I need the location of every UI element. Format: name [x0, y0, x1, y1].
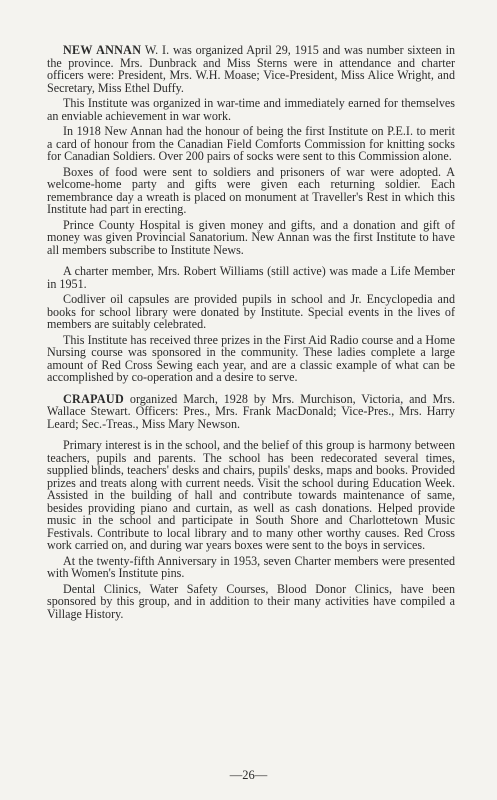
new-annan-heading: NEW ANNAN [63, 43, 142, 57]
crapaud-paragraph-2: Primary interest is in the school, and the belief of this group is harmony between teachers, pupils and parents. The school has been redecorated several times, supplied blinds, teachers' desks and chairs, pupils' desks, maps and books. Provided prizes and treats along with current needs. Visit the school during Education Week. Assisted in the building of hall and contribute towards maintenance of same, besides providing piano and curtain, as well as cash donations. Helped provide music in the school and participate in South Shore and Charlottetown Music Festivals. Contribute to local library and to many other worthy causes. Red Cross work carried on, and during war years boxes were sent to the boys in services. [47, 438, 455, 552]
crapaud-heading: CRAPAUD [63, 391, 124, 406]
new-annan-intro-text: W. I. was organized April 29, 1915 and was number sixteen in the province. Mrs. Dunbrack and Miss Sterns were in attendance and charter officers were: President, Mrs. W.H. Moase; Vice-President, Miss Alice Wright, and Secretary, Miss Ethel Duffy. [47, 43, 455, 95]
document-page [47, 44, 455, 623]
new-annan-intro-paragraph [47, 44, 455, 94]
page-number: —26— [229, 768, 268, 782]
crapaud-intro-paragraph [47, 393, 455, 431]
new-annan-paragraph-4: Boxes of food were sent to soldiers and prisoners of war were adopted. A welcome-home party and gifts were given each returning soldier. Each remembrance day a wreath is placed on monument at Traveller's Rest in which this Institute had part in erecting. [47, 164, 455, 216]
new-annan-paragraph-8: This Institute has received three prizes in the First Aid Radio course and a Home Nursing course was sponsored in the community. These ladies complete a large amount of Red Cross Sewing each year, and are a classic example of what can be accomplished by co-operation and a desire to serve. [47, 332, 455, 384]
new-annan-paragraph-7: Codliver oil capsules are provided pupils in school and Jr. Encyclopedia and books for school library were donated by Institute. Special events in the lives of members are suitably celebrated. [47, 292, 455, 331]
new-annan-paragraph-3: In 1918 New Annan had the honour of being the first Institute on P.E.I. to merit a card of honour from the Canadian Field Comforts Commission for knitting socks for Canadian Soldiers. Over 200 pairs of socks were sent to this Commission alone. [47, 124, 455, 163]
new-annan-paragraph-2: This Institute was organized in war-time and immediately earned for themselves an enviable achievement in war work. [47, 96, 455, 123]
crapaud-intro-text: organized March, 1928 by Mrs. Murchison, Victoria, and Mrs. Wallace Stewart. Officers: Pres., Mrs. Frank MacDonald; Vice-Pres., Mrs. Harry Leard; Sec.-Treas., Miss Mary Newson. [47, 391, 455, 431]
new-annan-paragraph-6: A charter member, Mrs. Robert Williams (still active) was made a Life Member in 1951. [47, 264, 455, 291]
crapaud-paragraph-4: Dental Clinics, Water Safety Courses, Blood Donor Clinics, have been sponsored by this group, and in addition to their many activities have compiled a Village History. [47, 581, 455, 621]
crapaud-paragraph-3: At the twenty-fifth Anniversary in 1953, seven Charter members were presented with Women's Institute pins. [47, 553, 455, 580]
new-annan-paragraph-5: Prince County Hospital is given money and gifts, and a donation and gift of money was given Provincial Sanatorium. New Annan was the first Institute to have all members subscribe to Institute News. [47, 217, 455, 257]
